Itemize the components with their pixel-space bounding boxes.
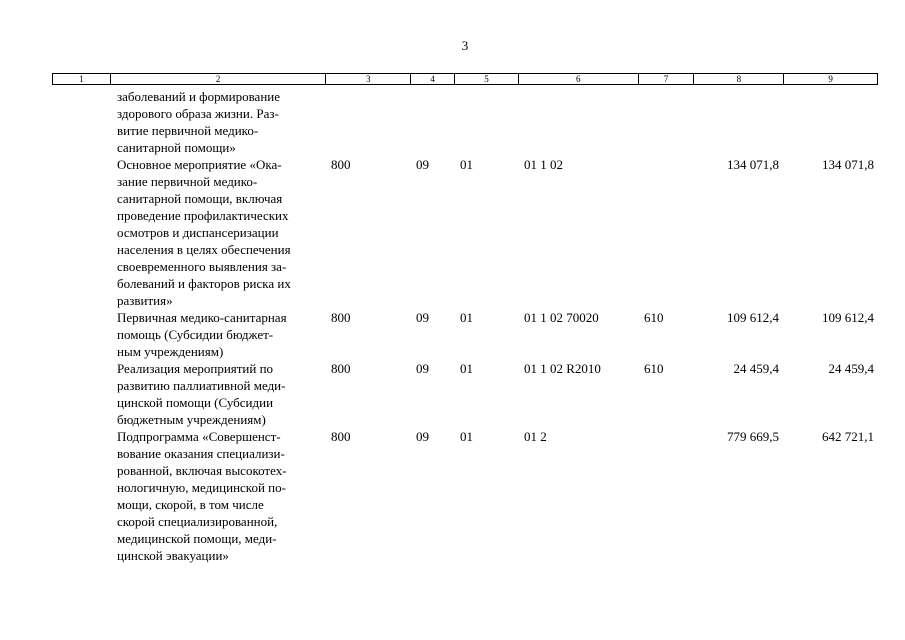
header-col-7: 7 (639, 74, 695, 84)
header-col-9: 9 (828, 74, 833, 84)
row-name: Реализация мероприятий по развитию паллиативной меди- цинской помощи (Субсидии бюджетным учреждениям) (117, 361, 286, 427)
row-col-8: 24 459,4 (733, 361, 779, 376)
table-body (52, 88, 878, 564)
row-col-7 (639, 88, 695, 156)
row-col-3: 800 (331, 310, 351, 325)
row-col-3 (326, 88, 411, 156)
header-col-2: 2 (111, 74, 326, 84)
header-col-6: 6 (519, 74, 639, 84)
row-col-9 (785, 88, 878, 156)
table-header-row (52, 73, 878, 85)
header-col-3: 3 (326, 74, 411, 84)
page-number: 3 (461, 38, 469, 53)
row-col-6 (519, 88, 639, 156)
row-col-3: 800 (331, 157, 351, 172)
table-row (52, 88, 878, 156)
header-col-4: 4 (411, 74, 455, 84)
table-row (52, 309, 878, 360)
row-col-4: 09 (416, 310, 429, 325)
row-col-6: 01 1 02 (524, 157, 563, 172)
row-col-9: 642 721,1 (822, 429, 874, 444)
row-col-9: 109 612,4 (822, 310, 874, 325)
table-row (52, 428, 878, 564)
row-name: Подпрограмма «Совершенст- вование оказания специализи- рованной, включая высокотех- нологичную, медицинской по- мощи, скорой, в том числе скорой специализированной, медицинской помощи, меди- цинской эвакуации» (117, 429, 287, 563)
row-col-9: 24 459,4 (828, 361, 874, 376)
row-col-3: 800 (331, 361, 351, 376)
row-col-8: 109 612,4 (727, 310, 779, 325)
row-name: Основное мероприятие «Ока- зание первичной медико- санитарной помощи, включая проведение профилактических осмотров и диспансеризации населения в целях обеспечения своевременного выявления за- болеваний и факторов риска их развития» (117, 157, 291, 308)
row-col-6: 01 1 02 70020 (524, 310, 599, 325)
row-col-9: 134 071,8 (822, 157, 874, 172)
row-name: заболеваний и формирование здорового образа жизни. Раз- витие первичной медико- санитарной помощи» (117, 89, 281, 155)
row-col-7 (639, 156, 695, 309)
row-col-5: 01 (460, 310, 473, 325)
row-col-7 (639, 428, 695, 564)
row-col-5: 01 (460, 157, 473, 172)
row-col-8 (695, 88, 785, 156)
row-col-5 (455, 88, 519, 156)
row-name: Первичная медико-санитарная помощь (Субсидии бюджет- ным учреждениям) (117, 310, 287, 359)
row-col-6: 01 1 02 R2010 (524, 361, 601, 376)
row-col-5: 01 (460, 429, 473, 444)
row-col-3: 800 (331, 429, 351, 444)
row-col-6: 01 2 (524, 429, 547, 444)
header-col-1: 1 (53, 74, 111, 84)
table-row (52, 360, 878, 428)
row-col-8: 779 669,5 (727, 429, 779, 444)
row-col-4: 09 (416, 157, 429, 172)
row-col-7: 610 (644, 361, 664, 376)
row-col-7: 610 (644, 310, 664, 325)
row-col-4: 09 (416, 429, 429, 444)
header-col-5: 5 (455, 74, 519, 84)
row-col-4 (411, 88, 455, 156)
row-col-8: 134 071,8 (727, 157, 779, 172)
row-col-5: 01 (460, 361, 473, 376)
row-col-4: 09 (416, 361, 429, 376)
header-col-8: 8 (694, 74, 784, 84)
table-row (52, 156, 878, 309)
